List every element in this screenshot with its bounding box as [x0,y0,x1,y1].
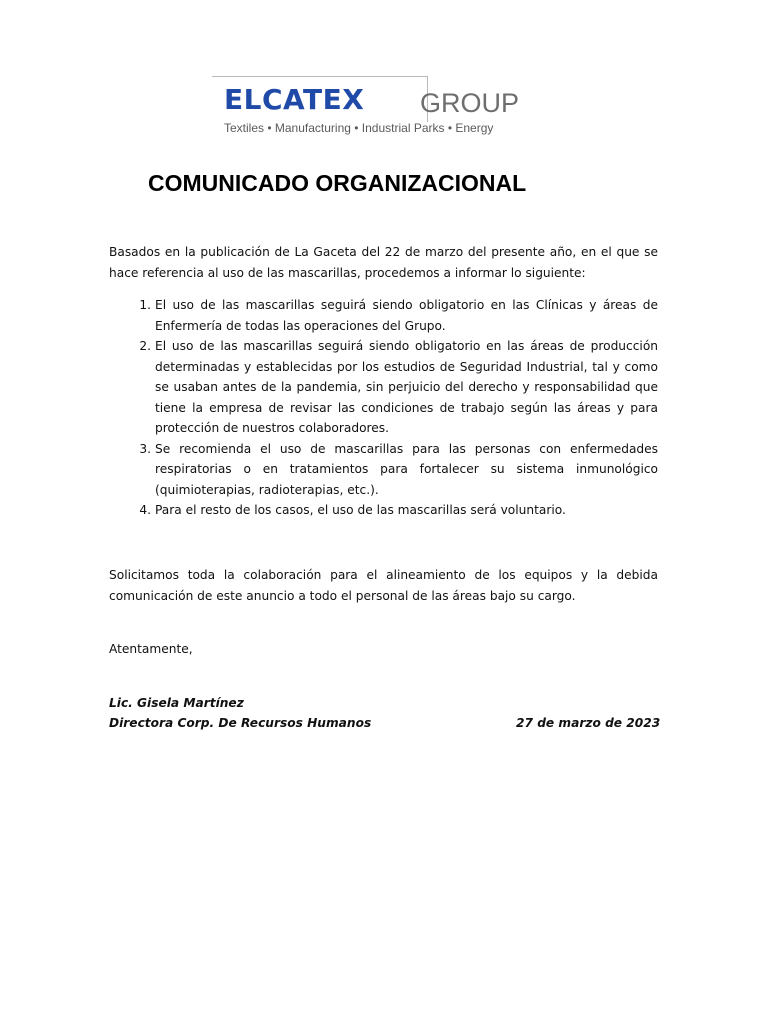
list-item-text: El uso de las mascarillas seguirá siendo obligatorio en las Clínicas y áreas de Enfermería de todas las operaciones del Grupo. [155,298,658,333]
logo-brand: ELCATEX [224,83,365,116]
list-item-number: 2. [139,339,151,353]
logo-tagline: Textiles • Manufacturing • Industrial Parks • Energy [224,121,494,135]
list-item-text: Se recomienda el uso de mascarillas para las personas con enfermedades respiratorias o en tratamientos para fortalecer su sistema inmunológico (quimioterapias, radioterapias, etc.). [155,441,658,497]
logo-group: GROUP [420,88,520,118]
list-item [109,336,658,439]
list-item-text: El uso de las mascarillas seguirá siendo obligatorio en las áreas de producción determinadas y establecidas por los estudios de Seguridad Industrial, tal y como se usaban antes de la pandemia, sin perjuicio del derecho y responsabilidad que tiene la empresa de revisar las condiciones de trabajo según las áreas y para protección de nuestros colaboradores. [155,339,658,435]
salutation: Atentamente, [109,642,193,656]
list-item-number: 3. [139,441,151,456]
list-item-text: Para el resto de los casos, el uso de las mascarillas será voluntario. [155,503,566,517]
document-title: COMUNICADO ORGANIZACIONAL [148,170,527,196]
list-item-number: 4. [139,503,151,517]
closing-paragraph: Solicitamos toda la colaboración para el alineamiento de los equipos y la debida comunicación de este anuncio a todo el personal de las áreas bajo su cargo. [109,568,658,603]
points-list [109,295,658,521]
intro-paragraph: Basados en la publicación de La Gaceta del 22 de marzo del presente año, en el que se hace referencia al uso de las mascarillas, procedemos a informar lo siguiente: [109,245,658,280]
signature-name: Lic. Gisela Martínez [109,696,244,710]
company-logo [212,76,532,140]
list-item [109,439,658,501]
list-item [109,500,658,521]
signature-role: Directora Corp. De Recursos Humanos [109,716,372,730]
document-date: 27 de marzo de 2023 [516,716,661,730]
list-item [109,295,658,336]
list-item-number: 1. [139,298,151,312]
